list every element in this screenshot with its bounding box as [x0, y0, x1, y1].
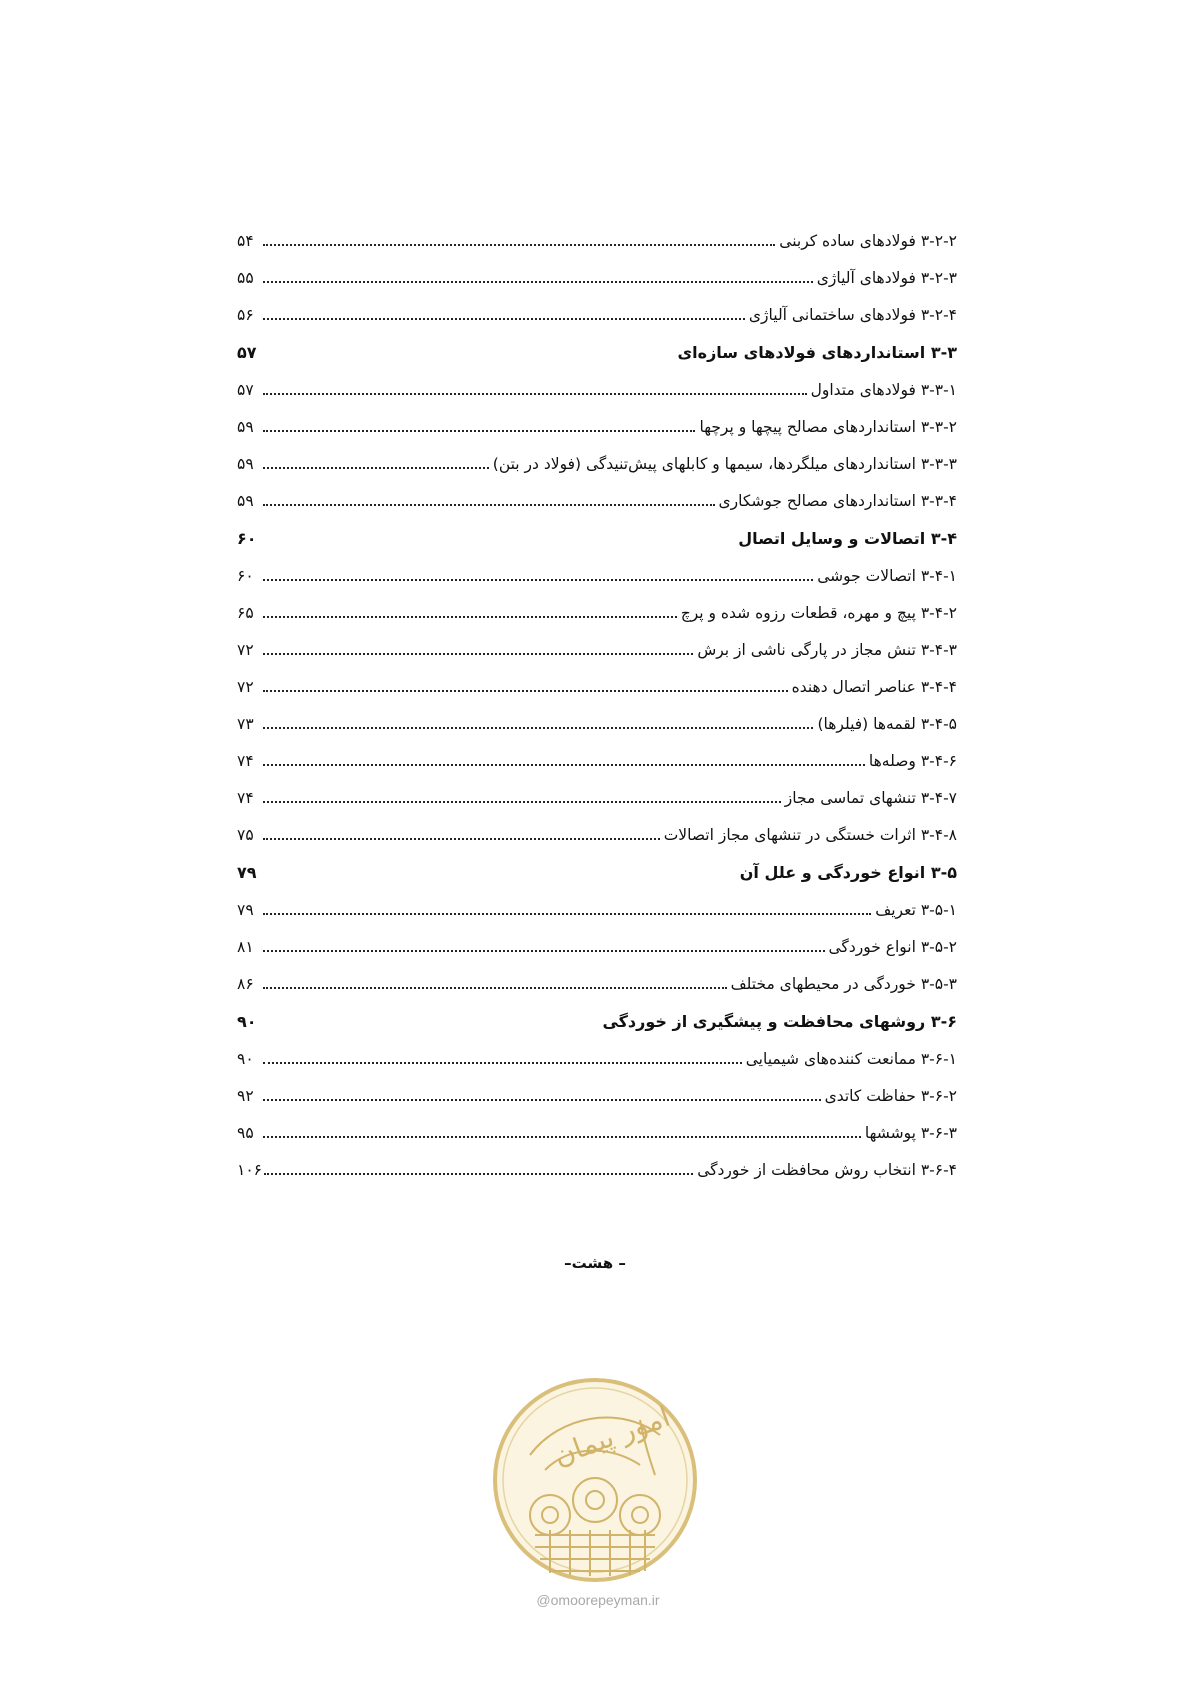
- toc-title: ۳-۵-۲ انواع خوردگی: [828, 938, 957, 956]
- toc-page-number: ۹۰: [237, 1012, 257, 1031]
- dot-leader: [263, 467, 489, 469]
- toc-page-number: ۱۰۶: [237, 1161, 262, 1179]
- toc-entry: [237, 1069, 957, 1106]
- toc-entry: [237, 288, 957, 325]
- toc-title: ۳-۴-۵ لقمه‌ها (فیلرها): [817, 715, 957, 733]
- toc-entry: [237, 214, 957, 251]
- dot-leader: [263, 653, 693, 655]
- toc-title: ۳-۴-۲ پیچ و مهره، قطعات رزوه شده و پرچ: [680, 604, 957, 622]
- dot-leader: [263, 764, 865, 766]
- toc-title: ۳-۴-۱ اتصالات جوشی: [817, 567, 957, 585]
- toc-page-number: ۵۷: [237, 343, 257, 362]
- dot-leader: [263, 1099, 821, 1101]
- toc-entry: [237, 437, 957, 474]
- dot-leader: [263, 1062, 742, 1064]
- toc-entry: [237, 697, 957, 734]
- toc-page-number: ۵۹: [237, 455, 254, 473]
- dot-leader: [263, 950, 825, 952]
- toc-entry: [237, 363, 957, 400]
- toc-entry: [237, 808, 957, 845]
- dot-leader: [263, 579, 813, 581]
- toc-entry: [237, 920, 957, 957]
- toc-title: ۳-۶ روشهای محافظت و پیشگیری از خوردگی: [602, 1012, 957, 1031]
- toc-title: ۳-۵-۳ خوردگی در محیطهای مختلف: [730, 975, 957, 993]
- toc-page-number: ۵۷: [237, 381, 254, 399]
- toc-entry: [237, 660, 957, 697]
- dot-leader: [263, 690, 788, 692]
- toc-title: ۳-۴-۳ تنش مجاز در پارگی ناشی از برش: [697, 641, 957, 659]
- toc-page-number: ۵۴: [237, 232, 254, 250]
- logo-text: امور پیمان: [549, 1399, 675, 1473]
- publisher-logo: [490, 1375, 700, 1585]
- toc-page-number: ۷۲: [237, 641, 254, 659]
- toc-page-number: ۵۹: [237, 492, 254, 510]
- dot-leader: [263, 393, 807, 395]
- toc-entry: [237, 586, 957, 623]
- toc-entry: [237, 474, 957, 511]
- toc-entry: [237, 883, 957, 920]
- toc-page-number: ۹۵: [237, 1124, 254, 1142]
- toc-page-number: ۹۰: [237, 1050, 254, 1068]
- toc-section-heading: [237, 845, 957, 883]
- dot-leader: [263, 801, 781, 803]
- toc-page-number: ۹۲: [237, 1087, 254, 1105]
- toc-title: ۳-۳ استانداردهای فولادهای سازه‌ای: [677, 343, 957, 362]
- toc-title: ۳-۴-۶ وصله‌ها: [868, 752, 957, 770]
- toc-page-number: ۶۰: [237, 567, 254, 585]
- toc-title: ۳-۲-۴ فولادهای ساختمانی آلیاژی: [748, 306, 957, 324]
- toc-title: ۳-۴ اتصالات و وسایل اتصال: [738, 529, 957, 548]
- dot-leader: [263, 913, 871, 915]
- toc-title: ۳-۲-۳ فولادهای آلیاژی: [816, 269, 957, 287]
- toc-title: ۳-۳-۳ استانداردهای میلگردها، سیمها و کابلهای پیش‌تنیدگی (فولاد در بتن): [492, 455, 957, 473]
- toc-page-number: ۶۰: [237, 529, 257, 548]
- toc-entry: [237, 771, 957, 808]
- toc-entry: [237, 400, 957, 437]
- toc-page-number: ۷۹: [237, 863, 257, 882]
- toc-entry: [237, 549, 957, 586]
- dot-leader: [263, 727, 813, 729]
- toc-page-number: ۸۶: [237, 975, 254, 993]
- toc-page-number: ۵۹: [237, 418, 254, 436]
- dot-leader: [263, 504, 715, 506]
- toc-title: ۳-۵ انواع خوردگی و علل آن: [739, 863, 957, 882]
- dot-leader: [264, 1173, 693, 1175]
- dot-leader: [263, 318, 745, 320]
- toc-page-number: ۸۱: [237, 938, 254, 956]
- toc-page-number: ۵۶: [237, 306, 254, 324]
- toc-page-number: ۵۵: [237, 269, 254, 287]
- toc-entry: [237, 1106, 957, 1143]
- toc-entry: [237, 251, 957, 288]
- toc-page-number: ۷۳: [237, 715, 254, 733]
- toc-entry: [237, 1143, 957, 1180]
- page-number-footer: – هشت–: [564, 1254, 626, 1272]
- toc-section-heading: [237, 511, 957, 549]
- toc-title: ۳-۳-۴ استانداردهای مصالح جوشکاری: [718, 492, 957, 510]
- toc-title: ۳-۲-۲ فولادهای ساده کربنی: [779, 232, 957, 250]
- toc-entry: [237, 957, 957, 994]
- toc-title: ۳-۴-۸ اثرات خستگی در تنشهای مجاز اتصالات: [663, 826, 957, 844]
- dot-leader: [263, 1136, 861, 1138]
- toc-page-number: ۷۴: [237, 752, 254, 770]
- toc-page-number: ۶۵: [237, 604, 254, 622]
- toc-page-number: ۷۵: [237, 826, 254, 844]
- toc-title: ۳-۶-۳ پوششها: [864, 1124, 957, 1142]
- toc-title: ۳-۶-۱ ممانعت کننده‌های شیمیایی: [745, 1050, 957, 1068]
- dot-leader: [263, 838, 660, 840]
- toc-entry: [237, 623, 957, 660]
- toc-title: ۳-۵-۱ تعریف: [875, 901, 957, 919]
- website-watermark: @omoorepeyman.ir: [536, 1592, 660, 1608]
- dot-leader: [263, 430, 695, 432]
- toc-title: ۳-۴-۷ تنشهای تماسی مجاز: [784, 789, 957, 807]
- toc-title: ۳-۶-۴ انتخاب روش محافظت از خوردگی: [697, 1161, 957, 1179]
- toc-title: ۳-۳-۲ استانداردهای مصالح پیچها و پرچها: [699, 418, 957, 436]
- toc-section-heading: [237, 994, 957, 1032]
- toc-page-number: ۷۴: [237, 789, 254, 807]
- dot-leader: [263, 244, 775, 246]
- toc-title: ۳-۴-۴ عناصر اتصال دهنده: [791, 678, 957, 696]
- toc-title: ۳-۳-۱ فولادهای متداول: [810, 381, 957, 399]
- toc-entry: [237, 734, 957, 771]
- toc-entry: [237, 1032, 957, 1069]
- toc-page-number: ۷۹: [237, 901, 254, 919]
- table-of-contents: [237, 214, 957, 1180]
- toc-page-number: ۷۲: [237, 678, 254, 696]
- dot-leader: [263, 987, 727, 989]
- dot-leader: [263, 616, 677, 618]
- toc-section-heading: [237, 325, 957, 363]
- toc-title: ۳-۶-۲ حفاظت کاتدی: [824, 1087, 957, 1105]
- dot-leader: [263, 281, 813, 283]
